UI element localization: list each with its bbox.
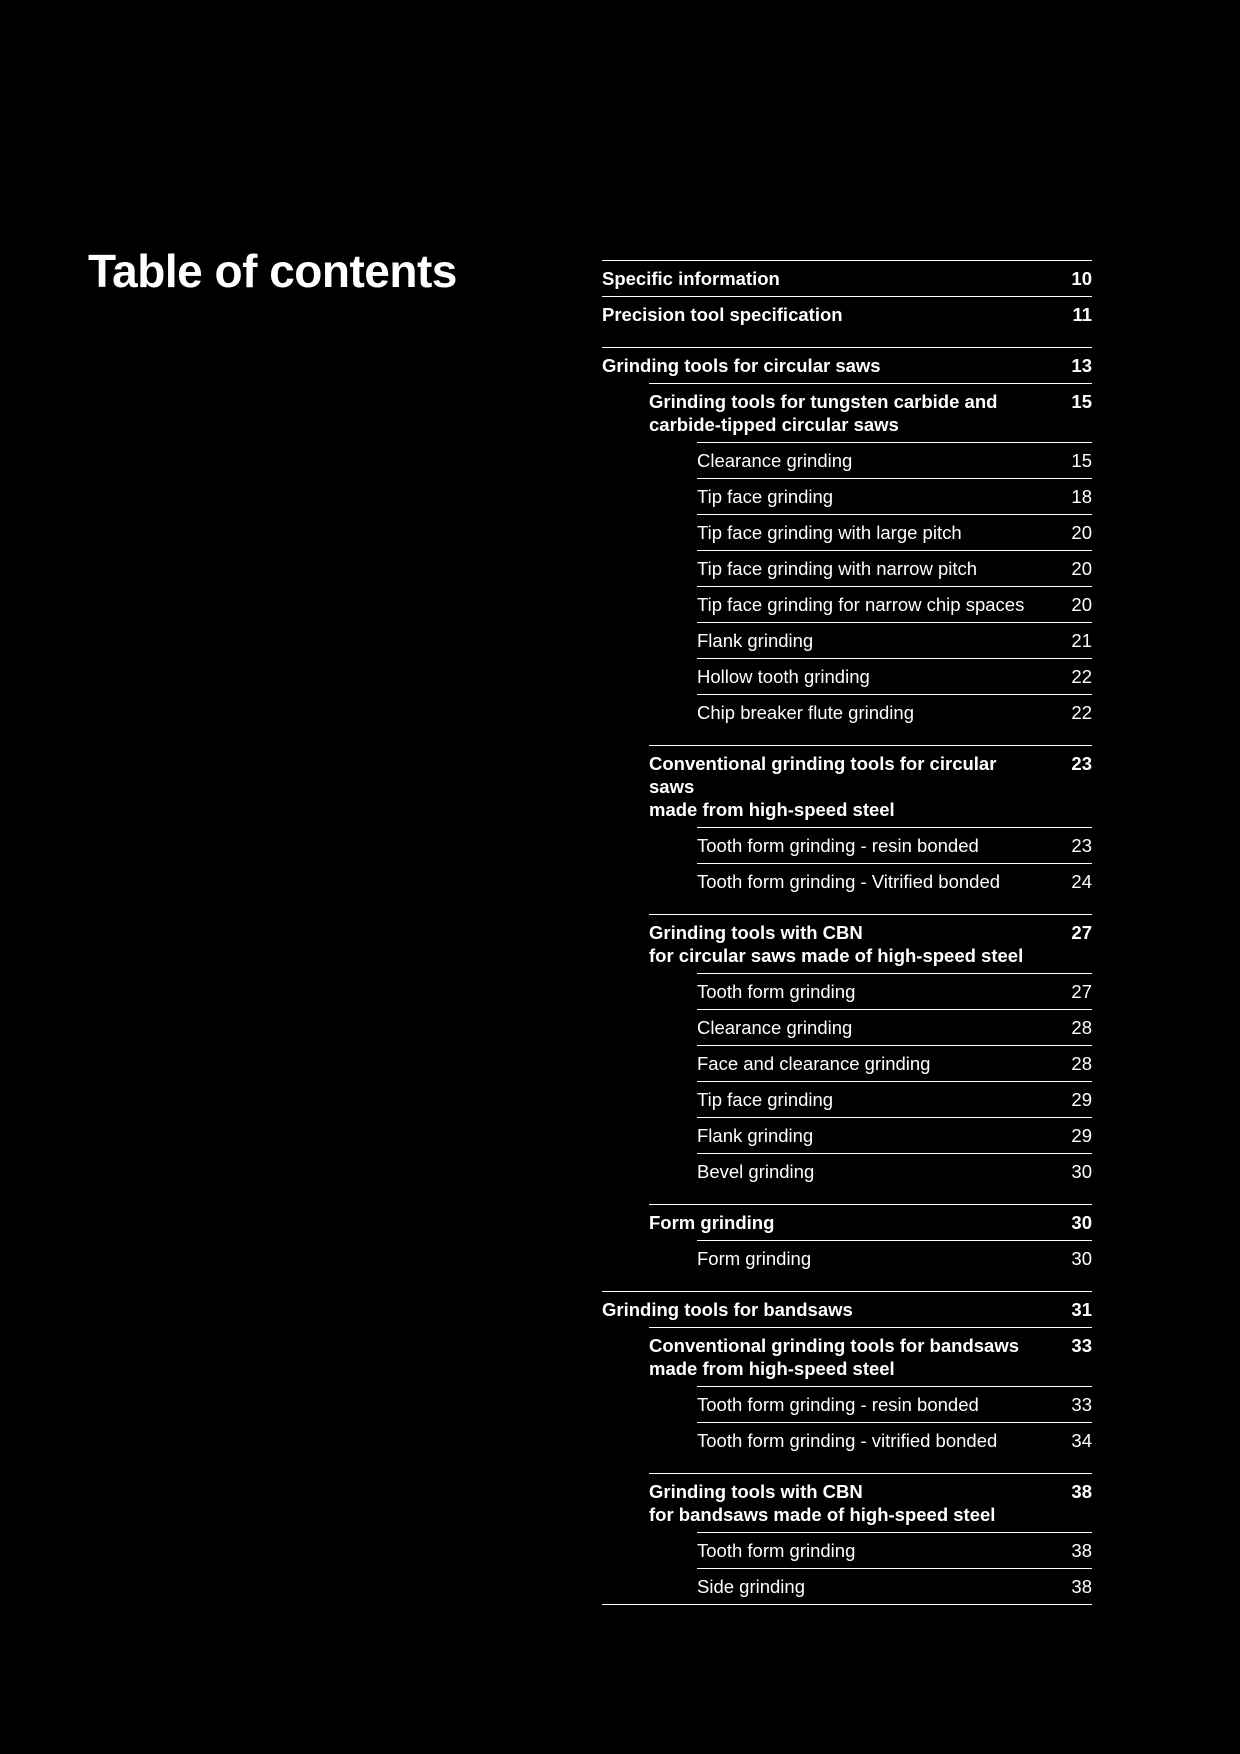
toc-entry-page-number: 38 — [1071, 1481, 1092, 1502]
toc-entry[interactable] — [649, 383, 1092, 442]
toc-entry-page-number: 18 — [1071, 486, 1092, 507]
toc-entry[interactable] — [602, 1291, 1092, 1327]
toc-entry-page-number: 21 — [1071, 630, 1092, 651]
toc-entry-page-number: 38 — [1071, 1576, 1092, 1597]
toc-entry[interactable] — [697, 1568, 1092, 1604]
toc-entry-title: Tip face grinding — [697, 486, 834, 507]
toc-entry-title: Clearance grinding — [697, 450, 853, 471]
toc-entry-title: Specific information — [602, 268, 780, 289]
toc-entry-page-number: 10 — [1071, 268, 1092, 289]
toc-entry[interactable] — [649, 914, 1092, 973]
toc-entry-page-number: 20 — [1071, 594, 1092, 615]
toc-entry-page-number: 30 — [1071, 1161, 1092, 1182]
toc-entry-page-number: 27 — [1071, 981, 1092, 1002]
toc-entry[interactable] — [697, 1009, 1092, 1045]
table-of-contents — [602, 260, 1092, 1605]
toc-entry-page-number: 29 — [1071, 1125, 1092, 1146]
toc-entry-title: Chip breaker flute grinding — [697, 702, 914, 723]
toc-entry-title: Face and clearance grinding — [697, 1053, 931, 1074]
toc-entry[interactable] — [697, 1386, 1092, 1422]
toc-entry-page-number: 33 — [1071, 1335, 1092, 1356]
toc-entry[interactable] — [602, 296, 1092, 332]
toc-bottom-rule — [602, 1604, 1092, 1605]
toc-entry-page-number: 34 — [1071, 1430, 1092, 1451]
toc-entry-page-number: 33 — [1071, 1394, 1092, 1415]
toc-entry[interactable] — [697, 1081, 1092, 1117]
toc-entry-page-number: 15 — [1071, 391, 1092, 412]
toc-entry[interactable] — [649, 1473, 1092, 1532]
toc-entry-page-number: 22 — [1071, 666, 1092, 687]
toc-entry-title: Form grinding — [649, 1212, 775, 1233]
toc-entry-title: Conventional grinding tools for bandsaws made from high-speed steel — [649, 1335, 1020, 1379]
toc-entry-page-number: 31 — [1071, 1299, 1092, 1320]
toc-entry-title: Tooth form grinding - vitrified bonded — [697, 1430, 998, 1451]
toc-entry-title: Tip face grinding with narrow pitch — [697, 558, 978, 579]
toc-entry[interactable] — [697, 514, 1092, 550]
toc-entry[interactable] — [697, 1153, 1092, 1189]
toc-entry-title: Tooth form grinding - Vitrified bonded — [697, 871, 1001, 892]
toc-entry-title: Tip face grinding for narrow chip spaces — [697, 594, 1025, 615]
toc-entry[interactable] — [697, 973, 1092, 1009]
toc-entry-title: Tip face grinding — [697, 1089, 834, 1110]
toc-entry[interactable] — [697, 694, 1092, 730]
toc-entry-page-number: 22 — [1071, 702, 1092, 723]
toc-entry[interactable] — [649, 1327, 1092, 1386]
toc-entry[interactable] — [697, 1532, 1092, 1568]
toc-entry[interactable] — [697, 442, 1092, 478]
toc-entry-title: Clearance grinding — [697, 1017, 853, 1038]
toc-entry-title: Bevel grinding — [697, 1161, 815, 1182]
toc-entry-page-number: 15 — [1071, 450, 1092, 471]
toc-entry[interactable] — [697, 586, 1092, 622]
toc-entry-title: Tip face grinding with large pitch — [697, 522, 962, 543]
toc-entry-page-number: 20 — [1071, 522, 1092, 543]
toc-entry-page-number: 38 — [1071, 1540, 1092, 1561]
toc-entry-title: Grinding tools for tungsten carbide and carbide-tipped circular saws — [649, 391, 998, 435]
toc-entry[interactable] — [697, 827, 1092, 863]
toc-entry-page-number: 27 — [1071, 922, 1092, 943]
toc-entry-page-number: 23 — [1071, 753, 1092, 774]
toc-entry-page-number: 23 — [1071, 835, 1092, 856]
toc-entry-page-number: 11 — [1072, 304, 1092, 325]
toc-entry-title: Grinding tools with CBN for circular saws made of high-speed steel — [649, 922, 1024, 966]
toc-entry-title: Flank grinding — [697, 1125, 814, 1146]
toc-entry[interactable] — [649, 1204, 1092, 1240]
toc-entry-title: Form grinding — [697, 1248, 812, 1269]
toc-entry[interactable] — [697, 1240, 1092, 1276]
toc-entry-title: Grinding tools for bandsaws — [602, 1299, 853, 1320]
toc-entry-page-number: 28 — [1071, 1017, 1092, 1038]
toc-entry[interactable] — [697, 622, 1092, 658]
toc-entry[interactable] — [697, 1117, 1092, 1153]
toc-entry-title: Conventional grinding tools for circular saws made from high-speed steel — [649, 753, 997, 820]
toc-entry-page-number: 28 — [1071, 1053, 1092, 1074]
toc-entry[interactable] — [697, 1422, 1092, 1458]
toc-entry-title: Tooth form grinding - resin bonded — [697, 835, 979, 856]
toc-entry-title: Precision tool specification — [602, 304, 843, 325]
toc-entry-title: Tooth form grinding — [697, 1540, 856, 1561]
toc-entry[interactable] — [602, 260, 1092, 296]
toc-entry[interactable] — [649, 745, 1092, 827]
toc-entry[interactable] — [602, 347, 1092, 383]
toc-entry-page-number: 29 — [1071, 1089, 1092, 1110]
toc-entry-page-number: 30 — [1071, 1212, 1092, 1233]
toc-entry-title: Flank grinding — [697, 630, 814, 651]
toc-entry-page-number: 13 — [1071, 355, 1092, 376]
toc-entry-title: Tooth form grinding — [697, 981, 856, 1002]
toc-entry[interactable] — [697, 863, 1092, 899]
toc-entry[interactable] — [697, 550, 1092, 586]
toc-entry-page-number: 30 — [1071, 1248, 1092, 1269]
page-title: Table of contents — [88, 245, 457, 297]
toc-entry[interactable] — [697, 658, 1092, 694]
toc-entry-title: Tooth form grinding - resin bonded — [697, 1394, 979, 1415]
toc-entry-title: Side grinding — [697, 1576, 805, 1597]
toc-entry-title: Grinding tools with CBN for bandsaws made of high-speed steel — [649, 1481, 996, 1525]
toc-entry[interactable] — [697, 478, 1092, 514]
toc-entry-page-number: 24 — [1071, 871, 1092, 892]
toc-entry-title: Grinding tools for circular saws — [602, 355, 881, 376]
toc-entry-title: Hollow tooth grinding — [697, 666, 870, 687]
toc-entry-page-number: 20 — [1071, 558, 1092, 579]
toc-entry[interactable] — [697, 1045, 1092, 1081]
